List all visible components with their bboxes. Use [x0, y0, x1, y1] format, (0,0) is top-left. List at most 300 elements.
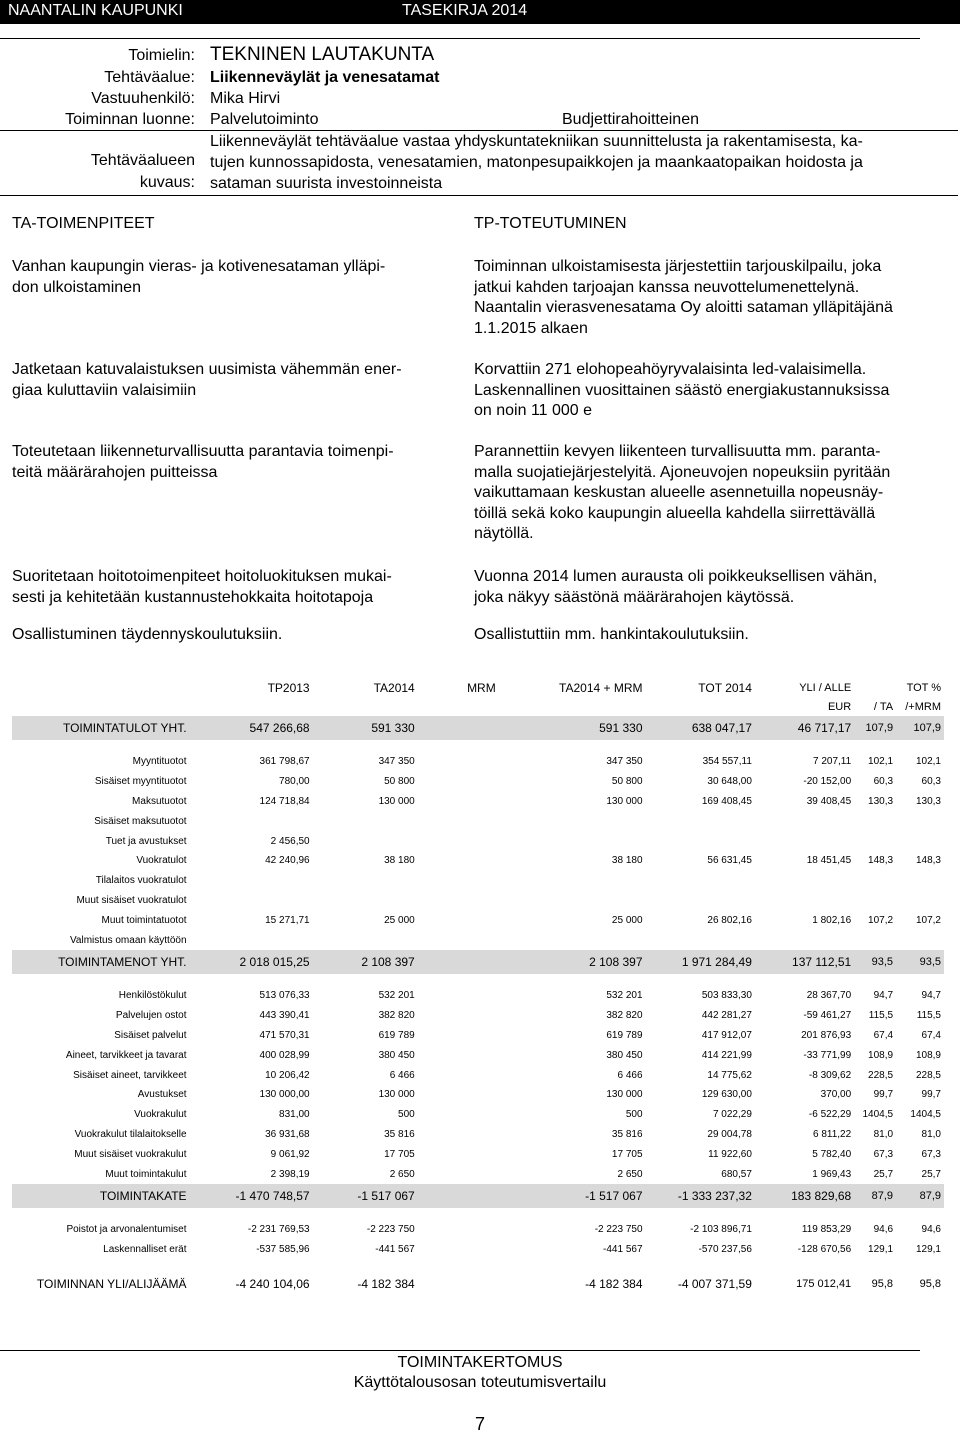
cell-value: 46 717,17 — [755, 716, 854, 740]
cell-value: -2 103 896,71 — [690, 1224, 752, 1236]
cell-value — [418, 792, 499, 812]
col-tot-pct: TOT % — [906, 682, 941, 694]
table-total-row — [12, 950, 944, 974]
cell-value: 56 631,45 — [707, 855, 752, 867]
cell-value: 29 004,78 — [707, 1128, 752, 1140]
cell-value — [755, 891, 854, 911]
cell-value: 619 789 — [378, 1029, 415, 1041]
cell-value: 25 000 — [611, 914, 643, 926]
tp-item-2-line-1: Korvattiin 271 elohopeahöyryvalaisinta led-valaisimella. — [474, 361, 867, 378]
cell-value — [418, 950, 499, 974]
cell-value: 50 800 — [384, 776, 415, 788]
ta-heading: TA-TOIMENPITEET — [12, 215, 155, 232]
cell-value: 94,6 — [921, 1224, 941, 1236]
cell-value: 107,9 — [896, 716, 944, 740]
row-label: Maksutuotot — [132, 795, 187, 807]
tp-item-1-line-4: 1.1.2015 alkaen — [474, 319, 588, 337]
cell-value — [418, 1125, 499, 1145]
tp-item-5-line-1: Osallistuttiin mm. hankintakoulutuksiin. — [474, 626, 749, 643]
ta-item-3-line-2: teitä määrärahojen puitteissa — [12, 463, 218, 481]
cell-value: 500 — [625, 1109, 643, 1121]
cell-value: 11 922,60 — [708, 1148, 752, 1160]
toimielin-value: TEKNINEN LAUTAKUNTA — [210, 44, 435, 65]
row-label: Valmistus omaan käyttöön — [69, 934, 187, 946]
col-eur: EUR — [827, 701, 852, 713]
cell-value: 201 876,93 — [801, 1029, 852, 1041]
cell-value: 532 201 — [378, 990, 415, 1002]
financial-table — [12, 678, 944, 1296]
ta-item-3-line-1: Toteutetaan liikenneturvallisuutta parantavia toimenpi- — [12, 443, 394, 460]
cell-value: 347 350 — [606, 756, 643, 768]
cell-value: 94,6 — [873, 1224, 894, 1236]
table-row — [12, 1085, 944, 1105]
vastuuhenkilo-label: Vastuuhenkilö: — [91, 90, 195, 107]
row-label: Avustukset — [137, 1089, 187, 1101]
cell-value: 414 221,99 — [701, 1049, 752, 1061]
tehtavaalue-value: Liikenneväylät ja venesatamat — [210, 69, 440, 86]
cell-value: 130 000,00 — [259, 1089, 310, 1101]
table-row — [12, 930, 944, 950]
spacer-row — [12, 1208, 944, 1220]
kuvaus-line-3: sataman suurista investoinneista — [210, 175, 443, 192]
cell-value: 370,00 — [820, 1089, 852, 1101]
cell-value — [418, 851, 499, 871]
cell-value: 500 — [398, 1109, 415, 1121]
cell-value — [418, 716, 499, 740]
cell-value: 67,3 — [921, 1148, 941, 1160]
cell-value: 102,1 — [868, 756, 894, 768]
col-per-ta: / TA — [873, 701, 894, 713]
cell-value: 1 971 284,49 — [646, 950, 755, 974]
cell-value: 28 367,70 — [806, 990, 852, 1002]
table-header-row — [12, 678, 944, 698]
row-label: Myyntituotot — [132, 756, 187, 768]
cell-value: 115,5 — [868, 1010, 894, 1022]
row-label: Poistot ja arvonalentumiset — [66, 1224, 187, 1236]
row-label: Tuet ja avustukset — [105, 835, 187, 847]
cell-value: 183 829,68 — [755, 1184, 854, 1208]
tp-item-3-line-1: Parannettiin kevyen liikenteen turvallisuutta mm. paranta- — [474, 443, 881, 460]
cell-value: 130 000 — [378, 1089, 415, 1101]
table-total-row — [12, 716, 944, 740]
cell-value: -570 237,56 — [698, 1244, 752, 1256]
table-row — [12, 1164, 944, 1184]
cell-value: 129,1 — [868, 1244, 894, 1256]
kuvaus-label-2: kuvaus: — [139, 174, 195, 191]
cell-value — [190, 811, 313, 831]
cell-value — [646, 831, 755, 851]
cell-value — [418, 1220, 499, 1240]
row-label: Vuokrakulut — [134, 1109, 187, 1121]
row-label: Tilalaitos vuokratulot — [95, 875, 187, 887]
cell-value: -4 007 371,59 — [646, 1272, 755, 1296]
cell-value: 36 931,68 — [265, 1128, 310, 1140]
cell-value: 124 718,84 — [259, 795, 310, 807]
cell-value: 380 450 — [378, 1049, 415, 1061]
row-label: Sisäiset palvelut — [114, 1029, 187, 1041]
cell-value: 6 466 — [389, 1069, 415, 1081]
cell-value: -20 152,00 — [803, 776, 852, 788]
cell-value: 591 330 — [313, 716, 418, 740]
tp-heading: TP-TOTEUTUMINEN — [474, 215, 627, 232]
col-tp2013: TP2013 — [267, 681, 310, 695]
table-header-row-2 — [12, 698, 944, 716]
row-label: TOIMINTATULOT YHT. — [12, 716, 190, 740]
meta-rule-1 — [0, 130, 958, 131]
cell-value: 442 281,27 — [701, 1010, 752, 1022]
ta-item-5 — [12, 625, 462, 646]
cell-value: 513 076,33 — [259, 990, 310, 1002]
cell-value — [499, 811, 646, 831]
tp-item-1 — [474, 257, 944, 339]
cell-value — [418, 752, 499, 772]
footer-rule — [0, 1350, 920, 1351]
cell-value: 471 570,31 — [259, 1029, 310, 1041]
cell-value: 2 018 015,25 — [190, 950, 313, 974]
row-label: Muut sisäiset vuokratulot — [76, 894, 187, 906]
tehtavaalue-label: Tehtäväalue: — [104, 69, 195, 86]
cell-value: 95,8 — [854, 1272, 896, 1296]
tp-item-5 — [474, 625, 944, 646]
row-label: Laskennalliset erät — [103, 1244, 187, 1256]
table-row — [12, 792, 944, 812]
tp-item-3-line-5: näytöllä. — [474, 525, 534, 542]
tp-item-4-line-1: Vuonna 2014 lumen aurausta oli poikkeuksellisen vähän, — [474, 568, 878, 585]
cell-value: 417 912,07 — [701, 1029, 752, 1041]
cell-value: 130 000 — [606, 795, 643, 807]
cell-value — [854, 831, 896, 851]
ta-item-2-line-2: giaa kuluttaviin valaisimiin — [12, 381, 197, 399]
table-row — [12, 871, 944, 891]
cell-value: 95,8 — [896, 1272, 944, 1296]
cell-value: 25,7 — [921, 1168, 941, 1180]
cell-value: 1404,5 — [910, 1109, 941, 1121]
cell-value: -2 223 750 — [594, 1224, 643, 1236]
tp-item-4-line-2: joka näkyy säästönä määrärahojen käytössä. — [474, 588, 795, 606]
cell-value — [313, 891, 418, 911]
col-yli-alle: YLI / ALLE — [799, 682, 852, 694]
cell-value: 10 206,42 — [265, 1069, 310, 1081]
cell-value: -4 240 104,06 — [190, 1272, 313, 1296]
cell-value: 42 240,96 — [265, 855, 310, 867]
header-bar — [0, 0, 960, 24]
cell-value: 169 408,45 — [701, 795, 752, 807]
cell-value — [418, 811, 499, 831]
cell-value: 2 108 397 — [499, 950, 646, 974]
cell-value — [418, 1085, 499, 1105]
cell-value: 130,3 — [915, 795, 941, 807]
cell-value: 361 798,67 — [259, 756, 310, 768]
cell-value — [418, 1006, 499, 1026]
row-label: Aineet, tarvikkeet ja tavarat — [65, 1049, 187, 1061]
cell-value: 107,2 — [868, 914, 894, 926]
tp-item-3-line-4: töillä sekä koko kaupungin alueella kahdella siirrettävällä — [474, 504, 876, 522]
cell-value — [418, 871, 499, 891]
ta-item-4-line-2: sesti ja kehitetään kustannustehokkaita hoitotapoja — [12, 588, 374, 606]
cell-value — [896, 871, 944, 891]
cell-value: 547 266,68 — [190, 716, 313, 740]
budjetti-value: Budjettirahoitteinen — [562, 111, 699, 128]
table-row — [12, 1144, 944, 1164]
tp-item-1-line-3: Naantalin vierasvenesatama Oy aloitti sataman ylläpitäjänä — [474, 299, 893, 316]
cell-value: 6 466 — [617, 1069, 643, 1081]
cell-value — [854, 871, 896, 891]
cell-value — [499, 930, 646, 950]
tp-item-3-line-3: vaikuttamaan keskustan alueelle asennetuilla nopeusnäy- — [474, 484, 884, 501]
cell-value: 2 650 — [389, 1168, 415, 1180]
cell-value: 38 180 — [384, 855, 415, 867]
cell-value: 129 630,00 — [701, 1089, 752, 1101]
cell-value — [854, 930, 896, 950]
cell-value: 2 456,50 — [270, 835, 310, 847]
cell-value: 9 061,92 — [270, 1148, 310, 1160]
tp-item-2 — [474, 360, 944, 422]
cell-value: 2 650 — [617, 1168, 643, 1180]
col-ta2014: TA2014 — [373, 681, 415, 695]
cell-value — [418, 1272, 499, 1296]
cell-value — [418, 772, 499, 792]
table-row — [12, 1125, 944, 1145]
cell-value: 228,5 — [915, 1069, 941, 1081]
footer-subtitle: Käyttötalousosan toteutumisvertailu — [353, 1374, 607, 1391]
cell-value: 831,00 — [279, 1109, 310, 1121]
cell-value — [646, 930, 755, 950]
cell-value: 347 350 — [378, 756, 415, 768]
cell-value: 380 450 — [606, 1049, 643, 1061]
cell-value — [313, 831, 418, 851]
table-row — [12, 1105, 944, 1125]
cell-value: -1 333 237,32 — [646, 1184, 755, 1208]
row-label: Sisäiset maksutuotot — [94, 815, 187, 827]
cell-value — [418, 831, 499, 851]
cell-value: 1 802,16 — [812, 914, 852, 926]
row-label: TOIMINTAMENOT YHT. — [12, 950, 190, 974]
table-row — [12, 1065, 944, 1085]
cell-value: 25,7 — [873, 1168, 894, 1180]
cell-value: 60,3 — [873, 776, 894, 788]
luonne-value: Palvelutoiminto — [210, 111, 319, 128]
table-row — [12, 891, 944, 911]
cell-value: 25 000 — [384, 914, 415, 926]
cell-value: 35 816 — [611, 1128, 643, 1140]
cell-value — [896, 811, 944, 831]
cell-value — [499, 831, 646, 851]
cell-value — [896, 891, 944, 911]
cell-value — [418, 891, 499, 911]
cell-value — [499, 891, 646, 911]
cell-value: 15 271,71 — [265, 914, 310, 926]
cell-value: 38 180 — [611, 855, 643, 867]
cell-value — [418, 1026, 499, 1046]
cell-value — [646, 891, 755, 911]
cell-value: 115,5 — [916, 1010, 941, 1022]
cell-value: -4 182 384 — [499, 1272, 646, 1296]
cell-value: 107,9 — [854, 716, 896, 740]
cell-value — [313, 871, 418, 891]
table-row — [12, 851, 944, 871]
row-label: Sisäiset aineet, tarvikkeet — [73, 1069, 187, 1081]
toimielin-label: Toimielin: — [128, 47, 195, 64]
ta-item-5-line-1: Osallistuminen täydennyskoulutuksiin. — [12, 626, 283, 643]
cell-value: 108,9 — [868, 1049, 894, 1061]
cell-value: 175 012,41 — [755, 1272, 854, 1296]
tp-item-1-line-1: Toiminnan ulkoistamisesta järjestettiin tarjouskilpailu, joka — [474, 258, 882, 275]
cell-value: 17 705 — [384, 1148, 415, 1160]
cell-value: 2 398,19 — [270, 1168, 310, 1180]
ta-item-2-line-1: Jatketaan katuvalaistuksen uusimista vähemmän ener- — [12, 361, 402, 378]
cell-value: 7 022,29 — [712, 1109, 752, 1121]
col-ta-mrm: TA2014 + MRM — [559, 681, 643, 695]
cell-value — [755, 871, 854, 891]
cell-value: 1 969,43 — [812, 1168, 852, 1180]
col-tot2014: TOT 2014 — [698, 681, 752, 695]
cell-value: 93,5 — [896, 950, 944, 974]
spacer-row — [12, 974, 944, 986]
cell-value — [755, 811, 854, 831]
cell-value: 780,00 — [279, 776, 310, 788]
cell-value: 108,9 — [915, 1049, 941, 1061]
ta-item-1 — [12, 257, 462, 298]
row-label: Vuokrakulut tilalaitokselle — [74, 1128, 187, 1140]
cell-value: 119 853,29 — [801, 1224, 852, 1236]
table-row — [12, 1240, 944, 1260]
kuvaus-label-1: Tehtäväalueen — [90, 152, 195, 169]
row-label: Vuokratulot — [136, 855, 187, 867]
cell-value: 93,5 — [854, 950, 896, 974]
cell-value: 443 390,41 — [259, 1010, 310, 1022]
cell-value — [418, 1184, 499, 1208]
ta-item-1-line-1: Vanhan kaupungin vieras- ja kotivenesataman ylläpi- — [12, 258, 386, 275]
cell-value — [418, 1045, 499, 1065]
cell-value: 17 705 — [611, 1148, 643, 1160]
cell-value: 1404,5 — [862, 1109, 894, 1121]
header-book: TASEKIRJA 2014 — [402, 2, 528, 19]
tp-item-2-line-3: on noin 11 000 e — [474, 402, 593, 419]
cell-value: 67,3 — [873, 1148, 894, 1160]
cell-value: 102,1 — [915, 756, 941, 768]
cell-value — [190, 891, 313, 911]
cell-value: 18 451,45 — [806, 855, 852, 867]
row-label: Henkilöstökulut — [118, 990, 187, 1002]
cell-value — [418, 1065, 499, 1085]
cell-value: 400 028,99 — [259, 1049, 310, 1061]
table-row — [12, 910, 944, 930]
cell-value — [313, 930, 418, 950]
row-label: Muut sisäiset vuokrakulut — [74, 1148, 187, 1160]
tp-item-1-line-2: jatkui kahden tarjoajan kanssa neuvottelumenettelynä. — [474, 278, 860, 296]
cell-value: 39 408,45 — [806, 795, 852, 807]
cell-value: 382 820 — [606, 1010, 643, 1022]
ta-item-3 — [12, 442, 462, 483]
tp-item-3 — [474, 442, 944, 545]
cell-value: -2 231 769,53 — [247, 1224, 310, 1236]
cell-value — [896, 930, 944, 950]
cell-value — [499, 871, 646, 891]
cell-value: 99,7 — [873, 1089, 894, 1101]
tp-item-2-line-2: Laskennallinen vuosittainen säästö energiakustannuksissa — [474, 381, 890, 399]
cell-value — [896, 831, 944, 851]
cell-value: -441 567 — [375, 1244, 415, 1256]
header-city: NAANTALIN KAUPUNKI — [8, 2, 183, 19]
cell-value: 94,7 — [921, 990, 941, 1002]
cell-value — [854, 811, 896, 831]
cell-value: -128 670,56 — [797, 1244, 852, 1256]
cell-value: 148,3 — [915, 855, 941, 867]
cell-value: -8 309,62 — [808, 1069, 852, 1081]
cell-value: 619 789 — [606, 1029, 643, 1041]
vastuuhenkilo-value: Mika Hirvi — [210, 90, 281, 107]
cell-value: 30 648,00 — [707, 776, 752, 788]
cell-value: 130 000 — [378, 795, 415, 807]
cell-value: 14 775,62 — [707, 1069, 752, 1081]
ta-item-4-line-1: Suoritetaan hoitotoimenpiteet hoitoluokituksen mukai- — [12, 568, 392, 585]
row-label: Muut toimintatuotot — [101, 914, 187, 926]
kuvaus-line-2: tujen kunnossapidosta, venesatamien, matonpesupaikkojen ja maankaatopaikan hoidosta ja — [210, 154, 863, 171]
ta-item-4 — [12, 567, 462, 608]
cell-value: 228,5 — [868, 1069, 894, 1081]
cell-value — [313, 811, 418, 831]
cell-value: 35 816 — [384, 1128, 415, 1140]
cell-value: 7 207,11 — [813, 756, 852, 768]
cell-value — [418, 1164, 499, 1184]
cell-value — [418, 986, 499, 1006]
cell-value — [190, 930, 313, 950]
cell-value — [646, 871, 755, 891]
cell-value: 107,2 — [915, 914, 941, 926]
table-row — [12, 1026, 944, 1046]
table-row — [12, 1006, 944, 1026]
cell-value — [418, 1105, 499, 1125]
ta-item-1-line-2: don ulkoistaminen — [12, 278, 141, 296]
cell-value: 591 330 — [499, 716, 646, 740]
cell-value: 60,3 — [921, 776, 941, 788]
cell-value: -441 567 — [603, 1244, 643, 1256]
col-per-mrm: /+MRM — [905, 701, 941, 713]
cell-value: -537 585,96 — [256, 1244, 310, 1256]
cell-value: 2 108 397 — [313, 950, 418, 974]
cell-value: -6 522,29 — [808, 1109, 852, 1121]
meta-rule-2 — [0, 195, 958, 196]
table-row — [12, 831, 944, 851]
table-row — [12, 1045, 944, 1065]
cell-value: 130,3 — [868, 795, 894, 807]
cell-value: 99,7 — [921, 1089, 941, 1101]
cell-value: 148,3 — [868, 855, 894, 867]
tp-item-3-line-2: malla suojatiejärjestelyitä. Ajoneuvojen nopeuksiin pyritään — [474, 463, 891, 481]
cell-value: -59 461,27 — [803, 1010, 852, 1022]
cell-value: 532 201 — [606, 990, 643, 1002]
cell-value — [418, 930, 499, 950]
cell-value: -4 182 384 — [313, 1272, 418, 1296]
cell-value: -2 223 750 — [366, 1224, 415, 1236]
header-rule — [0, 38, 920, 39]
footer-title: TOIMINTAKERTOMUS — [397, 1354, 563, 1371]
cell-value: 87,9 — [896, 1184, 944, 1208]
cell-value: 638 047,17 — [646, 716, 755, 740]
cell-value: 5 782,40 — [812, 1148, 852, 1160]
table-row — [12, 986, 944, 1006]
cell-value: 137 112,51 — [755, 950, 854, 974]
cell-value — [854, 891, 896, 911]
table-total-row — [12, 1272, 944, 1296]
table-row — [12, 1220, 944, 1240]
row-label: TOIMINTAKATE — [12, 1184, 190, 1208]
luonne-label: Toiminnan luonne: — [65, 111, 195, 128]
cell-value — [418, 1240, 499, 1260]
cell-value: -1 517 067 — [313, 1184, 418, 1208]
cell-value: -1 470 748,57 — [190, 1184, 313, 1208]
cell-value: 130 000 — [606, 1089, 643, 1101]
